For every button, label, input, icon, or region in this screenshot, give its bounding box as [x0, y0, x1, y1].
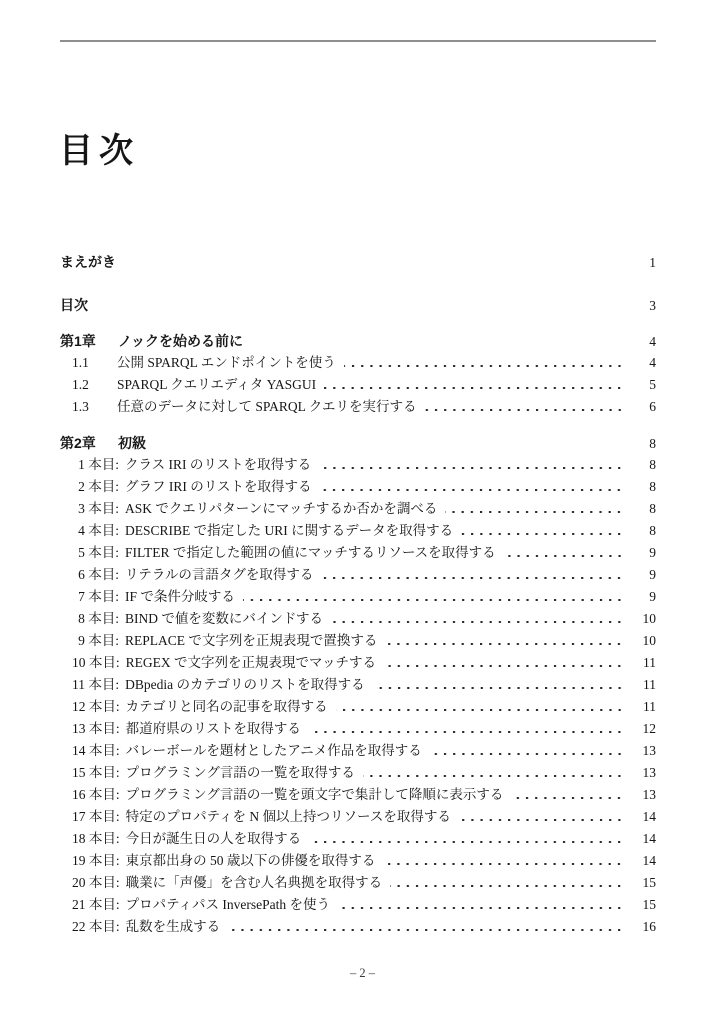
page-title: 目次 [59, 132, 139, 170]
dot-leader [383, 861, 624, 867]
toc-entry [60, 608, 656, 630]
toc-entry [60, 872, 656, 894]
toc-entry-page: 11 [643, 699, 656, 714]
toc-entry [60, 476, 656, 498]
toc-entry [60, 542, 656, 564]
toc-entry-page: 8 [649, 479, 656, 494]
toc-entry [60, 396, 656, 418]
header-rule [60, 40, 656, 42]
toc-entry [60, 630, 656, 652]
toc-entry-page: 8 [649, 501, 656, 516]
toc-entry-number: 20 本目: [72, 875, 120, 890]
chapter-title: 初級 [118, 435, 146, 451]
toc-entry-page: 13 [642, 765, 656, 780]
toc-entry-title: 職業に「声優」を含む人名典拠を取得する [125, 875, 383, 890]
dot-leader [243, 597, 624, 603]
toc-chapter-section [60, 330, 656, 418]
toc-entry-title: 都道府県のリストを取得する [125, 721, 301, 736]
toc-entry-page: 12 [642, 721, 656, 736]
toc-entry-number: 17 本目: [72, 809, 120, 824]
toc-entry-title: 今日が誕生日の人を取得する [125, 831, 302, 846]
toc-front-entry [60, 294, 656, 316]
toc-entry [60, 740, 656, 762]
toc-entry [60, 674, 656, 696]
toc-entry-number: 19 本目: [72, 853, 120, 868]
toc-entry-number: 10 本目: [72, 655, 120, 670]
dot-leader [425, 407, 624, 413]
dot-leader [461, 531, 624, 537]
toc-entry-page: 9 [649, 567, 656, 582]
dot-leader [338, 905, 624, 911]
toc-entry [60, 894, 656, 916]
toc-entry-title: プログラミング言語の一覧を頭文字で集計して降順に表示する [125, 787, 504, 802]
toc-entry-title: リテラルの言語タグを取得する [125, 567, 314, 582]
toc-entry-page: 10 [642, 633, 656, 648]
toc-entry-title: クラス IRI のリストを取得する [125, 457, 312, 472]
toc-entry-page: 9 [649, 545, 656, 560]
toc-entry-title: プログラミング言語の一覧を取得する [125, 765, 355, 780]
toc-entry-title: グラフ IRI のリストを取得する [125, 479, 312, 494]
toc-entry [60, 498, 656, 520]
dot-leader [336, 707, 624, 713]
toc-entry [60, 850, 656, 872]
dot-leader [331, 619, 624, 625]
toc-entry-number: 4 本目: [78, 523, 119, 538]
toc-chapter-section [60, 432, 656, 938]
dot-leader [319, 487, 624, 493]
toc-entry-title: REGEX で文字列を正規表現でマッチする [125, 655, 376, 670]
toc-entry-title: BIND で値を変数にバインドする [125, 611, 323, 626]
toc-entry [60, 784, 656, 806]
toc-front-entry [60, 251, 656, 273]
dot-leader [385, 641, 624, 647]
toc-entry-page: 15 [642, 875, 656, 890]
dot-leader [390, 883, 624, 889]
toc-entry-page: 11 [643, 655, 656, 670]
toc-entry-number: 11 本目: [72, 677, 120, 692]
toc-entry-title: 公開 SPARQL エンドポイントを使う [117, 355, 336, 370]
toc-entry [60, 806, 656, 828]
toc-entry-number: 22 本目: [72, 919, 120, 934]
toc-entry-number: 13 本目: [72, 721, 120, 736]
toc-entry-number: 5 本目: [78, 545, 119, 560]
chapter-title: ノックを始める前に [118, 333, 244, 349]
toc-entry-page: 8 [649, 523, 656, 538]
toc-chapter-heading [60, 330, 656, 352]
toc-entry [60, 586, 656, 608]
page-footer: – 2 – [350, 966, 375, 980]
toc-entry-number: 21 本目: [72, 897, 120, 912]
toc-entry-page: 9 [649, 589, 656, 604]
toc-entry-page: 14 [642, 809, 656, 824]
toc-entry-page: 4 [649, 355, 656, 370]
toc-entry-number: 1.2 [72, 377, 89, 392]
dot-leader [511, 795, 624, 801]
toc-entry-title: REPLACE で文字列を正規表現で置換する [125, 633, 378, 648]
toc-entry-title: カテゴリと同名の記事を取得する [125, 699, 328, 714]
toc-entry-page: 13 [642, 743, 656, 758]
dot-leader [319, 465, 624, 471]
toc-entry-page: 8 [649, 436, 656, 451]
toc-chapter-heading [60, 432, 656, 454]
dot-leader [459, 817, 624, 823]
toc-entry [60, 374, 656, 396]
toc-entry-page: 13 [642, 787, 656, 802]
toc-entry-page: 10 [642, 611, 656, 626]
toc-entry-number: 1.3 [72, 399, 89, 414]
toc-entry-title: DBpedia のカテゴリのリストを取得する [125, 677, 365, 692]
toc-entry-number: 15 本目: [72, 765, 120, 780]
toc-entry-page: 11 [643, 677, 656, 692]
toc-entry-number: 1 本目: [78, 457, 119, 472]
dot-leader [504, 553, 624, 559]
dot-leader [321, 575, 624, 581]
toc-entry [60, 564, 656, 586]
toc-entry-title: 東京都出身の 50 歳以下の俳優を取得する [125, 853, 376, 868]
dot-leader [309, 729, 624, 735]
toc-entry-number: 7 本目: [78, 589, 119, 604]
toc-entry-number: 8 本目: [78, 611, 119, 626]
toc-entry [60, 520, 656, 542]
toc-entry-title: FILTER で指定した範囲の値にマッチするリソースを取得する [125, 545, 496, 560]
toc-entry-page: 3 [649, 298, 656, 313]
dot-leader [363, 773, 624, 779]
chapter-label: 第1章 [60, 333, 96, 349]
toc-entry-number: 18 本目: [72, 831, 120, 846]
toc-entry [60, 352, 656, 374]
dot-leader [445, 509, 624, 515]
toc-entry-number: 9 本目: [78, 633, 119, 648]
toc-entry-page: 6 [649, 399, 656, 414]
toc-entry-number: 2 本目: [78, 479, 119, 494]
toc-entry-page: 15 [642, 897, 656, 912]
toc-entry-title: DESCRIBE で指定した URI に関するデータを取得する [125, 523, 454, 538]
toc-entry [60, 454, 656, 476]
toc-entry-label: 目次 [60, 297, 88, 313]
toc-entry-number: 6 本目: [78, 567, 119, 582]
toc-entry-label: まえがき [60, 254, 116, 270]
toc-entry-number: 16 本目: [72, 787, 120, 802]
toc-entry-number: 1.1 [72, 355, 89, 370]
toc-entry-page: 8 [649, 457, 656, 472]
toc-entry-number: 14 本目: [72, 743, 120, 758]
toc-entry-title: SPARQL クエリエディタ YASGUI [117, 377, 317, 392]
toc-entry [60, 696, 656, 718]
dot-leader [430, 751, 624, 757]
dot-leader [344, 363, 624, 369]
toc-entry-title: 乱数を生成する [125, 919, 221, 934]
toc-entry-page: 14 [642, 853, 656, 868]
toc-entry-page: 14 [642, 831, 656, 846]
toc-entry [60, 916, 656, 938]
dot-leader [309, 839, 624, 845]
toc-entry-page: 4 [649, 334, 656, 349]
toc-entry-title: IF で条件分岐する [125, 589, 235, 604]
toc-entry-title: 特定のプロパティを N 個以上持つリソースを取得する [125, 809, 451, 824]
toc-entry [60, 652, 656, 674]
toc-entry-title: ASK でクエリパターンにマッチするか否かを調べる [125, 501, 438, 516]
toc-entry-title: バレーボールを題材としたアニメ作品を取得する [125, 743, 422, 758]
toc-entry-page: 1 [649, 255, 656, 270]
toc-entry-title: プロパティパス InversePath を使う [125, 897, 331, 912]
toc-entry [60, 828, 656, 850]
chapter-label: 第2章 [60, 435, 96, 451]
table-of-contents [60, 251, 656, 938]
dot-leader [228, 927, 624, 933]
dot-leader [373, 685, 624, 691]
toc-entry-page: 5 [649, 377, 656, 392]
dot-leader [384, 663, 624, 669]
dot-leader [324, 385, 624, 391]
toc-entry-page: 16 [642, 919, 656, 934]
toc-entry-title: 任意のデータに対して SPARQL クエリを実行する [117, 399, 417, 414]
toc-entry-number: 3 本目: [78, 501, 119, 516]
toc-entry-number: 12 本目: [72, 699, 120, 714]
toc-entry [60, 718, 656, 740]
toc-entry [60, 762, 656, 784]
